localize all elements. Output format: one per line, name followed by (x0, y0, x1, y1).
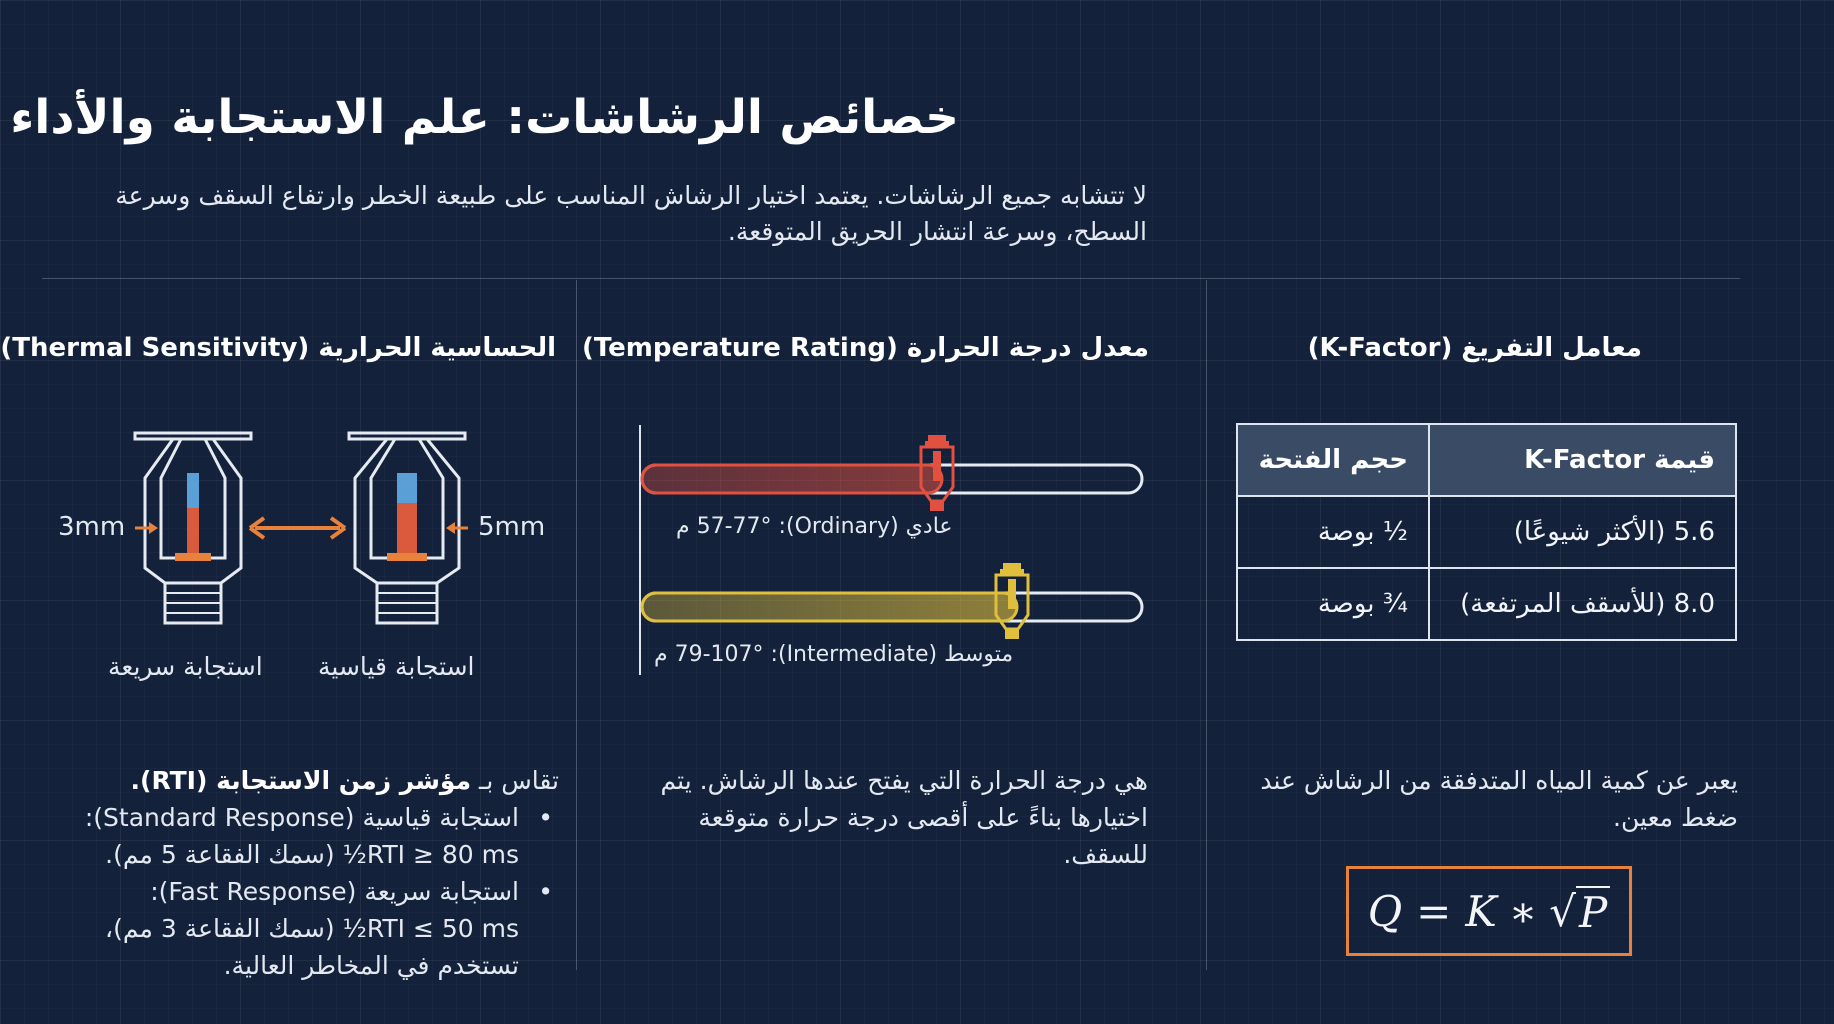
rti-list (39, 799, 559, 984)
ordinary-bar-fill (642, 465, 942, 493)
ordinary-label: عادي (Ordinary): 57-77° م (676, 514, 953, 539)
temperature-title: معدل درجة الحرارة (Temperature Rating) (581, 333, 1149, 363)
page-subtitle: لا تتشابه جميع الرشاشات. يعتمد اختيار الرشاش المناسب على طبيعة الخطر وارتفاع السقف وسرعة السطح، وسرعة انتشار الحريق المتوقعة. (115, 181, 1147, 246)
thermal-title: الحساسية الحرارية (Thermal Sensitivity) (0, 333, 556, 363)
kfactor-table-header-row (1237, 424, 1736, 496)
standard-pointer-arrow-icon (446, 522, 468, 534)
rti-fast-line-2: RTI ≤ 50 ms½ (سمك الفقاعة 3 مم)، (105, 914, 519, 943)
rti-intro-text: تقاس بـ (471, 766, 559, 795)
standard-response-label: استجابة قياسية (318, 652, 475, 681)
column-divider-right (1206, 280, 1207, 970)
kfactor-header-value: قيمة K-Factor (1429, 424, 1736, 496)
page-title: خصائص الرشاشات: علم الاستجابة والأداء (10, 90, 959, 145)
fast-bulb-size: 3mm (58, 512, 126, 542)
rti-fast-line-1: • استجابة سريعة (Fast Response): (150, 877, 519, 906)
table-row (1237, 496, 1736, 568)
standard-bulb-size: 5mm (478, 512, 546, 542)
kfactor-cell-size: ¾ بوصة (1237, 568, 1429, 640)
intermediate-label: متوسط (Intermediate): 79-107° م (654, 642, 1014, 667)
formula-sqrt: √ (1549, 886, 1577, 936)
column-divider-left (576, 280, 577, 970)
kfactor-cell-value: 8.0 (للأسقف المرتفعة) (1429, 568, 1736, 640)
table-row (1237, 568, 1736, 640)
rti-fast-line-3: تستخدم في المخاطر العالية. (223, 951, 519, 980)
kfactor-cell-size: ½ بوصة (1237, 496, 1429, 568)
rti-intro-bold: مؤشر زمن الاستجابة (RTI). (130, 766, 472, 795)
formula-equals: = (1416, 886, 1452, 936)
formula-p: P (1576, 886, 1610, 937)
fast-response-label: استجابة سريعة (108, 652, 263, 681)
rti-standard-line-1: • استجابة قياسية (Standard Response): (84, 803, 519, 832)
formula-multiply: ∗ (1508, 886, 1538, 936)
rti-standard-line-2: RTI ≥ 80 ms½ (سمك الفقاعة 5 مم). (105, 840, 519, 869)
rti-block (39, 762, 559, 984)
header-divider (42, 278, 1740, 279)
kfactor-header-size: حجم الفتحة (1237, 424, 1429, 496)
intermediate-bar-fill (642, 593, 1017, 621)
list-item (39, 873, 559, 984)
temperature-bars (630, 420, 1150, 680)
rti-intro (39, 762, 559, 799)
formula-k: K (1465, 886, 1497, 936)
temperature-description: هي درجة الحرارة التي يفتح عندها الرشاش. يتم اختيارها بناءً على أقصى درجة حرارة متوقعة للسقف. (660, 766, 1148, 869)
kfactor-table (1236, 423, 1737, 641)
kfactor-cell-value: 5.6 (الأكثر شيوعًا) (1429, 496, 1736, 568)
kfactor-description: يعبر عن كمية المياه المتدفقة من الرشاش عند ضغط معين. (1260, 766, 1738, 832)
compare-arrow-icon (250, 518, 345, 538)
kfactor-title: معامل التفريغ (K-Factor) (1307, 333, 1642, 363)
formula-q: Q (1367, 886, 1403, 936)
kfactor-formula (1346, 866, 1632, 956)
list-item (39, 799, 559, 873)
